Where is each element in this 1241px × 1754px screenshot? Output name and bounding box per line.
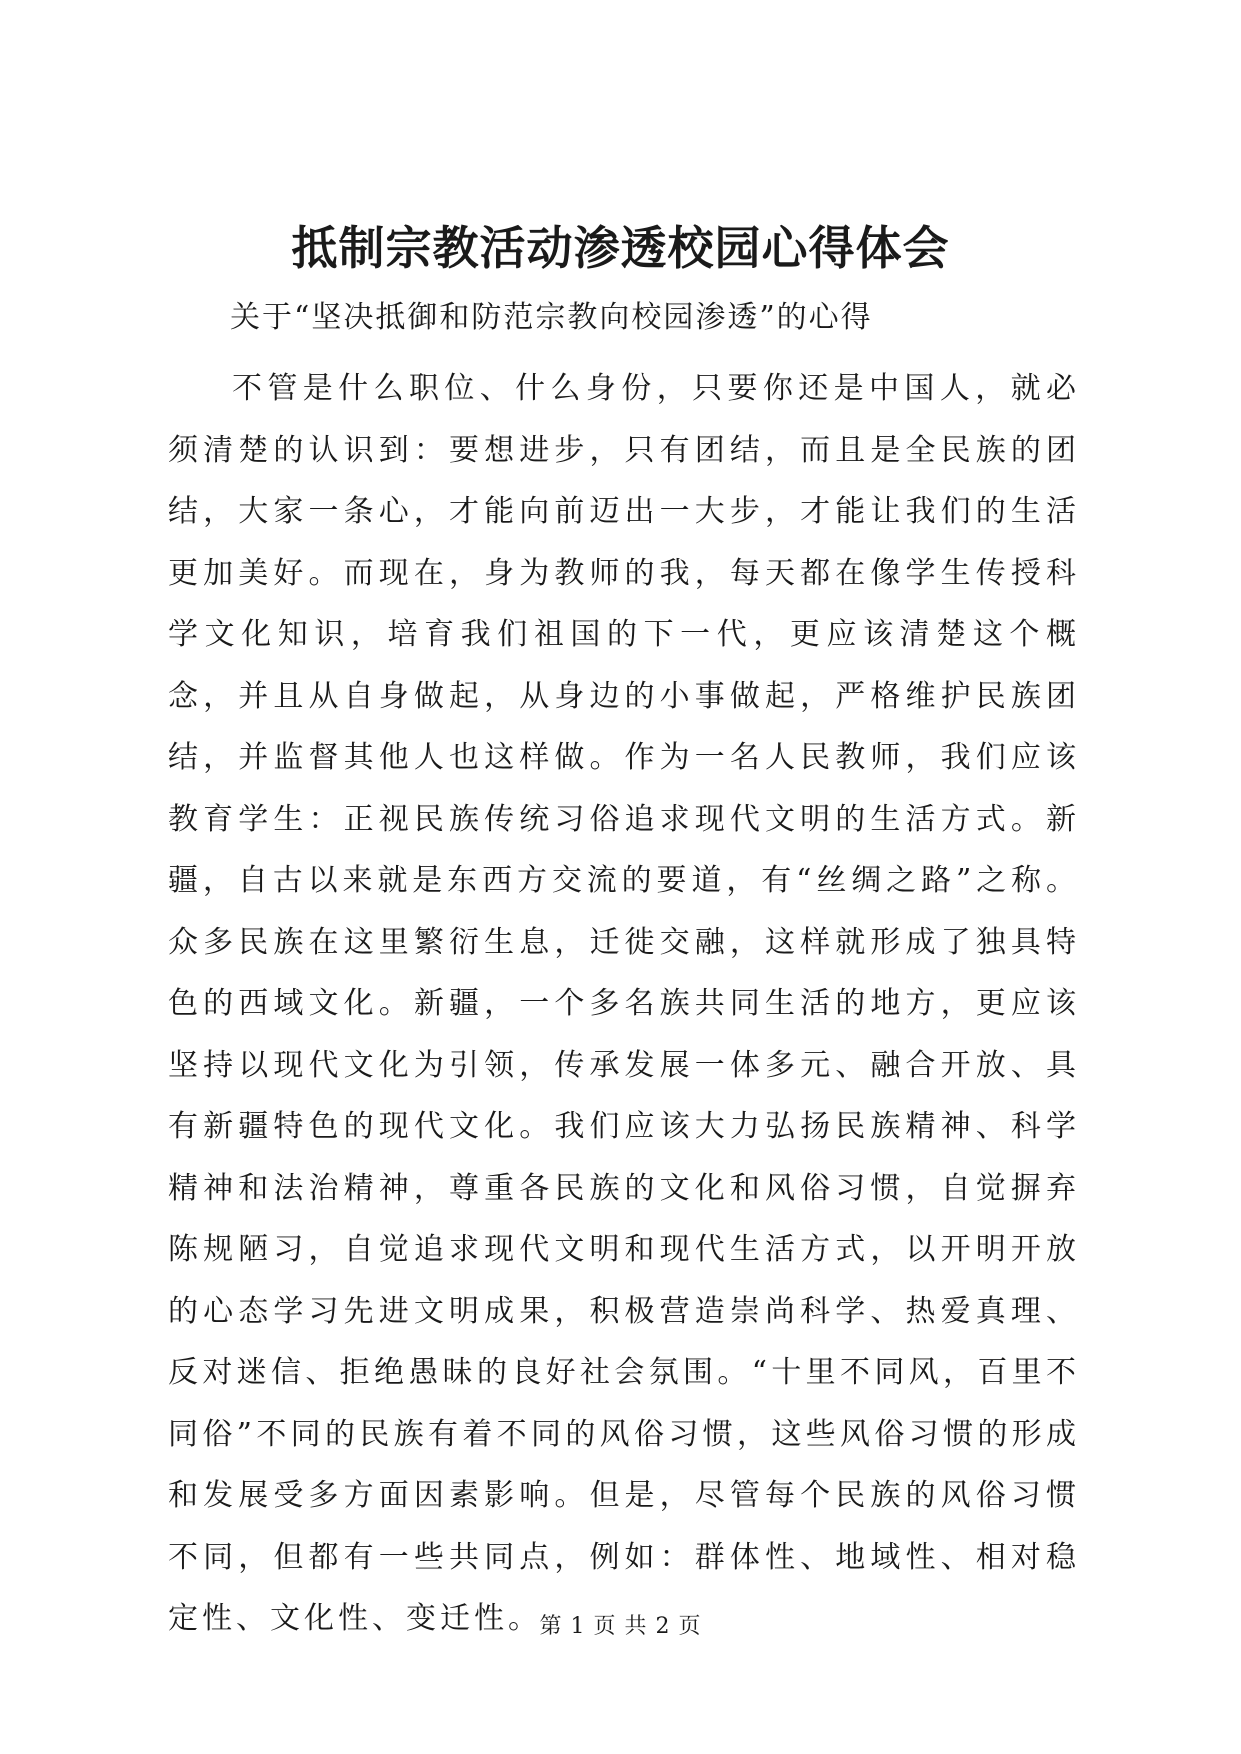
document-title: 抵制宗教活动渗透校园心得体会 (291, 221, 950, 275)
document-subtitle: 关于“坚决抵御和防范宗教向校园渗透”的心得 (230, 300, 873, 335)
page-number-footer: 第 1 页 共 2 页 (539, 1614, 702, 1639)
body-paragraph: 不管是什么职位、什么身份，只要你还是中国人，就必须清楚的认识到：要想进步，只有团结，而且是全民族的团结，大家一条心，才能向前迈出一大步，才能让我们的生活更加美好。而现在，身为教师的我，每天都在像学生传授科学文化知识，培育我们祖国的下一代，更应该清楚这个概念，并且从自身做起，从身边的小事做起，严格维护民族团结，并监督其他人也这样做。作为一名人民教师，我们应该教育学生：正视民族传统习俗追求现代文明的生活方式。新疆，自古以来就是东西方交流的要道，有“丝绸之路”之称。众多民族在这里繁衍生息，迁徙交融，这样就形成了独具特色的西域文化。新疆，一个多名族共同生活的地方，更应该坚持以现代文化为引领，传承发展一体多元、融合开放、具有新疆特色的现代文化。我们应该大力弘扬民族精神、科学精神和法治精神，尊重各民族的文化和风俗习惯，自觉摒弃陈规陋习，自觉追求现代文明和现代生活方式，以开明开放的心态学习先进文明成果，积极营造崇尚科学、热爱真理、反对迷信、拒绝愚昧的良好社会氛围。“十里不同风，百里不同俗”不同的民族有着不同的风俗习惯，这些风俗习惯的形成和发展受多方面因素影响。但是，尽管每个民族的风俗习惯不同，但都有一些共同点，例如：群体性、地域性、相对稳定性、文化性、变迁性。 (168, 371, 1080, 1636)
